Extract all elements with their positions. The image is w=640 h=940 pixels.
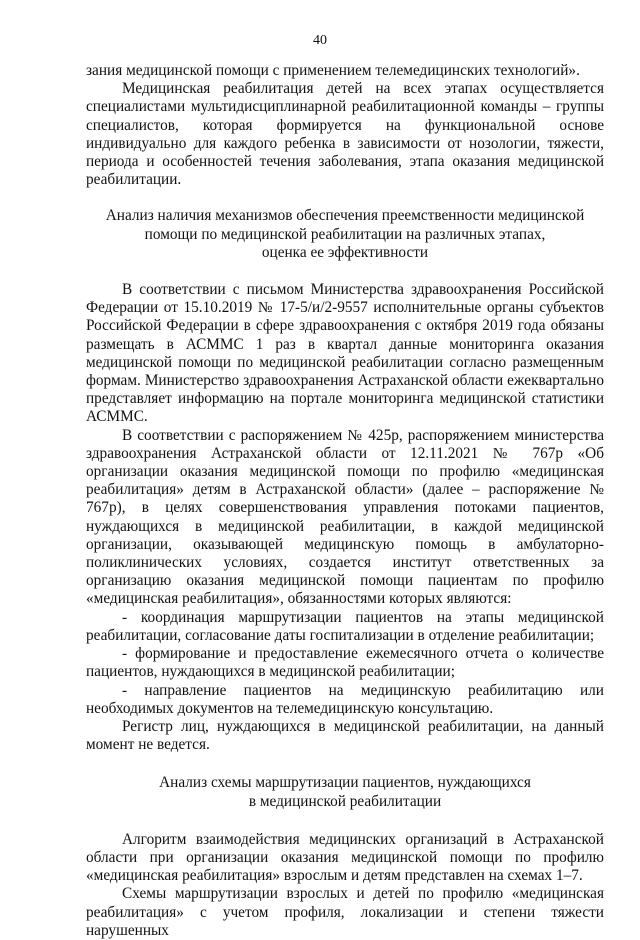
spacer	[86, 189, 604, 207]
document-body	[86, 62, 604, 940]
heading-line: в медицинской реабилитации	[248, 792, 442, 810]
heading-line: оценка ее эффективности	[261, 243, 429, 261]
paragraph-ministry-letter: В соответствии с письмом Министерства здравоохранения Российской Федерации от 15.10.2019 № 17-5/и/2-9557 исполнительные органы субъектов Российской Федерации в сфере здравоохранения с октября 2019 года обязаны размещать в АСММС 1 раз в квартал данные мониторинга оказания медицинской помощи по медицинской реабилитации согласно размещенным формам. Министерство здравоохранения Астраханской области ежеквартально представляет информацию на портале мониторинга медицинской статистики АСММС.	[86, 281, 604, 426]
paragraph-algorithm: Алгоритм взаимодействия медицинских организаций в Астраханской области при организации оказания медицинской помощи по профилю «медицинская реабилитация» взрослым и детям представлен на схемах 1–7.	[86, 830, 604, 885]
paragraph-order-767r: В соответствии с распоряжением № 425р, распоряжением министерства здравоохранения Астраханской области от 12.11.2021 № 767р «Об организации оказания медицинской помощи по профилю «медицинская реабилитация» детям в Астраханской области» (далее – распоряжение № 767р), в целях совершенствования управления потоками пациентов, нуждающихся в медицинской реабилитации, в каждой медицинской организации, оказывающей медицинскую помощь в амбулаторно-поликлинических условиях, создается институт ответственных за организацию оказания медицинской помощи пациентам по профилю «медицинская реабилитация», обязанностями которых являются:	[86, 426, 604, 608]
heading-line: Анализ схемы маршрутизации пациентов, нуждающихся	[159, 774, 531, 792]
page-number: 40	[313, 33, 327, 48]
section-heading-routing	[86, 774, 604, 810]
heading-line: Анализ наличия механизмов обеспечения преемственности медицинской	[105, 207, 585, 225]
paragraph-rehab-children: Медицинская реабилитация детей на всех этапах осуществляется специалистами мультидисциплинарной реабилитационной команды – группы специалистов, которая формируется на функциональной основе индивидуально для каждого ребенка в зависимости от нозологии, тяжести, периода и особенностей течения заболевания, этапа оказания медицинской реабилитации.	[86, 80, 604, 189]
heading-line: помощи по медицинской реабилитации на различных этапах,	[144, 225, 546, 243]
paragraph-registry: Регистр лиц, нуждающихся в медицинской реабилитации, на данный момент не ведется.	[86, 717, 604, 754]
spacer	[86, 754, 604, 774]
spacer	[86, 811, 604, 831]
list-item-referral: - направление пациентов на медицинскую реабилитацию или необходимых документов на телемедицинскую консультацию.	[86, 681, 604, 717]
section-heading-continuity	[86, 207, 604, 262]
paragraph-continuation: зания медицинской помощи с применением телемедицинских технологий».	[86, 62, 580, 79]
paragraph-routing-schemes: Схемы маршрутизации взрослых и детей по профилю «медицинская реабилитация» с учетом профиля, локализации и степени тяжести нарушенных	[86, 885, 604, 939]
list-item-monthly-report: - формирование и предоставление ежемесячного отчета о количестве пациентов, нуждающихся в медицинской реабилитации;	[86, 645, 604, 681]
list-item-coordination: - координация маршрутизации пациентов на этапы медицинской реабилитации, согласование даты госпитализации в отделение реабилитации;	[86, 608, 604, 644]
spacer	[86, 262, 604, 281]
